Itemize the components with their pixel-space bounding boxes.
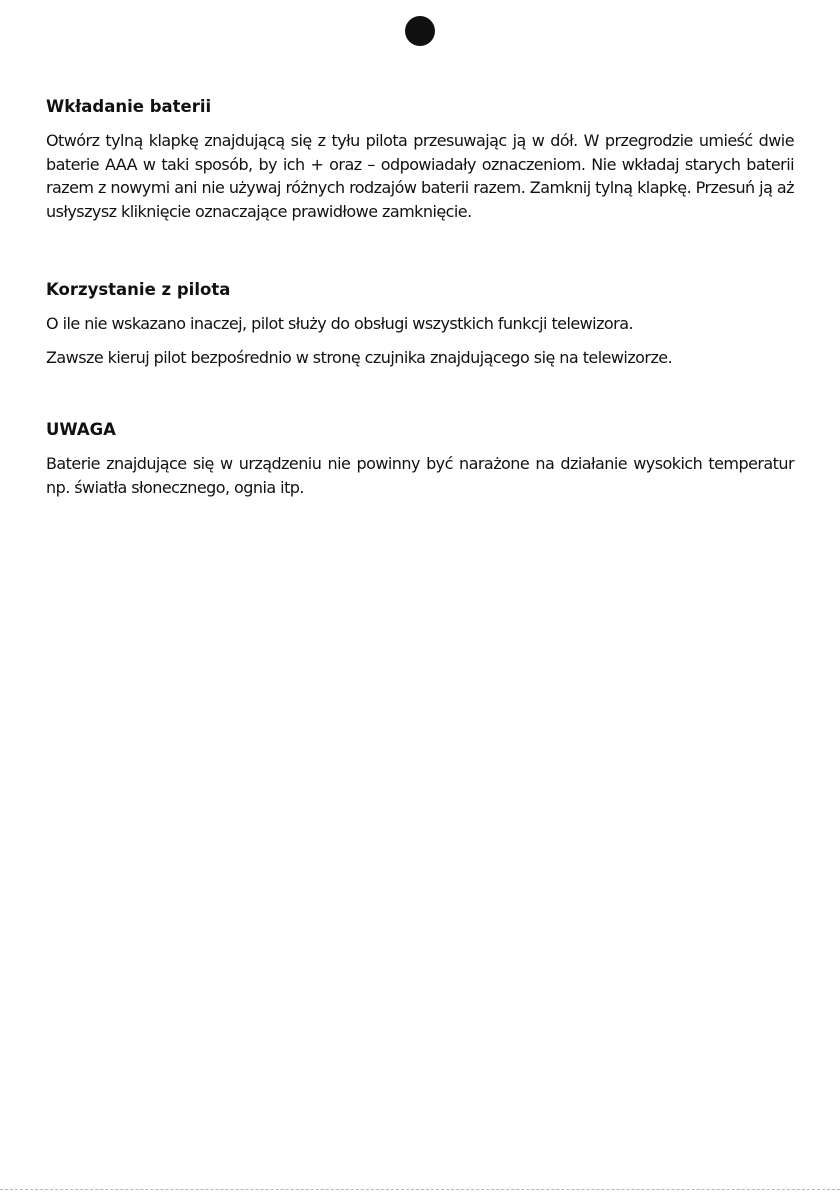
section-battery-insertion <box>46 96 794 223</box>
section-heading: Wkładanie baterii <box>46 97 212 116</box>
paragraph: Zawsze kieruj pilot bezpośrednio w stronę czujnika znajdującego się na telewizorze. <box>46 347 673 367</box>
page-marker-dot <box>405 16 435 46</box>
section-heading: UWAGA <box>46 420 116 439</box>
paragraph: O ile nie wskazano inaczej, pilot służy do obsługi wszystkich funkcji telewizora. <box>46 314 633 333</box>
page-bottom-rule <box>0 1189 840 1190</box>
paragraph: Baterie znajdujące się w urządzeniu nie powinny być narażone na działanie wysokich temperatur np. światła słonecznego, ognia itp. <box>46 454 794 497</box>
section-heading: Korzystanie z pilota <box>46 280 231 299</box>
paragraph: Otwórz tylną klapkę znajdującą się z tyłu pilota przesuwając ją w dół. W przegrodzie umieść dwie baterie AAA w taki sposób, by ich + oraz – odpowiadały oznaczeniom. Nie wkładaj starych baterii razem z nowymi ani nie używaj różnych rodzajów baterii razem. Zamknij tylną klapkę. Przesuń ją aż usłyszysz kliknięcie oznaczające prawidłowe zamknięcie. <box>46 131 794 221</box>
section-remote-usage <box>46 279 794 369</box>
section-warning <box>46 419 794 499</box>
